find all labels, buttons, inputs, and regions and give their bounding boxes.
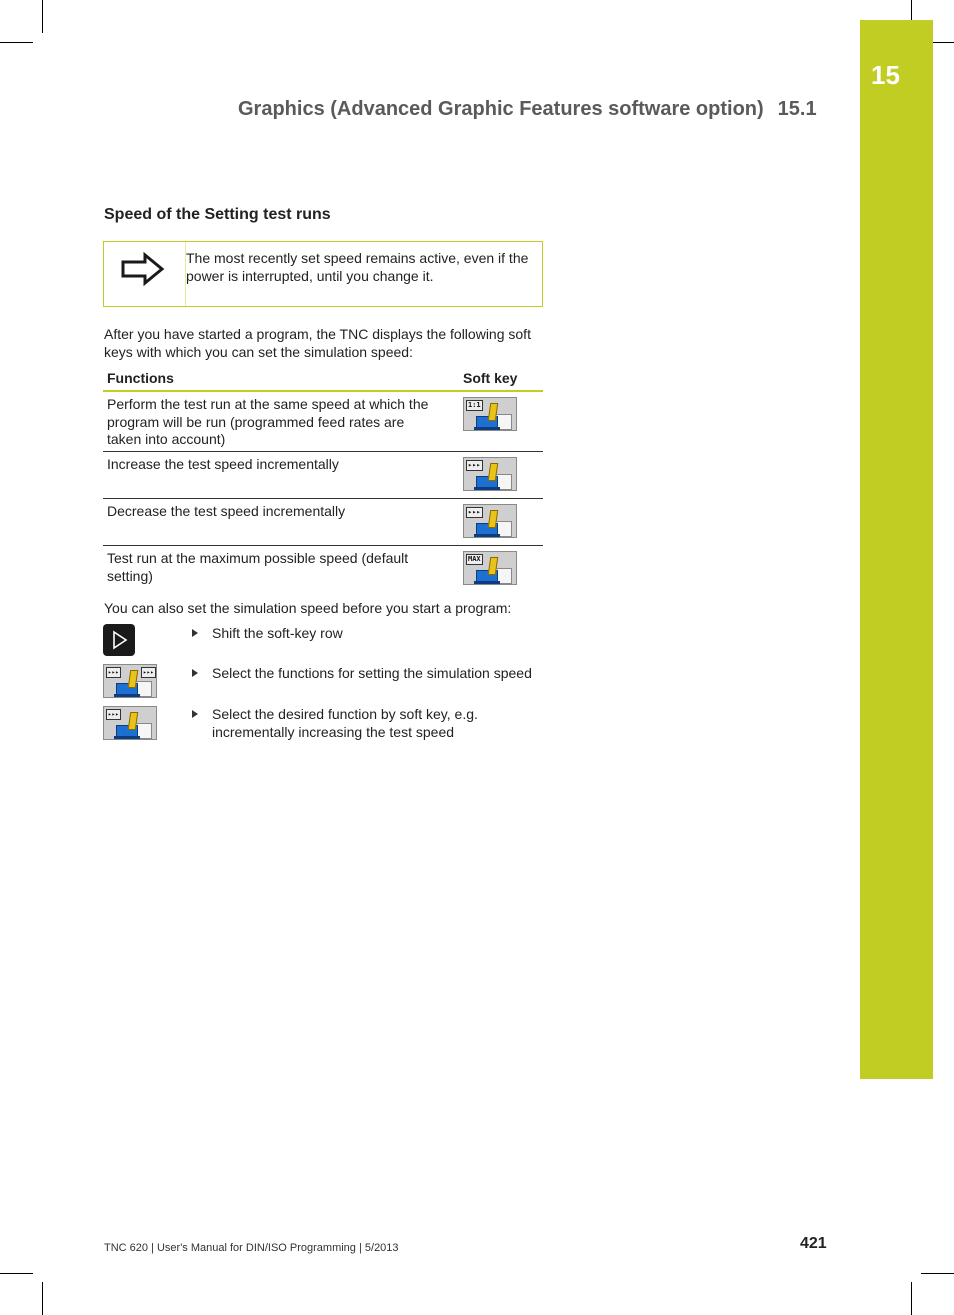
speed-1-1-icon[interactable] xyxy=(463,397,517,431)
row-function-text: Perform the test run at the same speed at which the program will be run (programmed feed rates are taken into account) xyxy=(107,396,429,447)
speed-functions-softkey-icon[interactable] xyxy=(103,664,157,698)
table-row xyxy=(103,392,543,452)
header-softkey: Soft key xyxy=(463,370,518,386)
page-number: 421 xyxy=(800,1235,827,1252)
chapter-tab xyxy=(860,20,933,1079)
step-item xyxy=(192,664,532,682)
note-text: The most recently set speed remains active, even if the power is interrupted, until you change it. xyxy=(186,250,529,284)
softkey-label: ▸▸▸ xyxy=(108,669,119,676)
crop-mark xyxy=(911,0,912,20)
softkey-label: 1:1 xyxy=(468,401,481,409)
softkey-label: ▸▸▸ xyxy=(108,711,119,718)
note-box xyxy=(103,241,543,307)
bullet-arrow-icon xyxy=(192,669,198,677)
step-softkey xyxy=(103,664,157,698)
monitor-base xyxy=(474,534,500,537)
row-function-text: Decrease the test speed incrementally xyxy=(107,503,346,519)
step-text: Select the functions for setting the simulation speed xyxy=(212,665,532,681)
speed-increase-icon[interactable] xyxy=(463,457,517,491)
crop-mark xyxy=(0,1273,33,1274)
row-function-text: Test run at the maximum possible speed (default setting) xyxy=(107,550,409,584)
softkey-label: ▸▸▸ xyxy=(468,461,481,469)
step-text: Shift the soft-key row xyxy=(212,625,343,641)
crop-mark xyxy=(42,0,43,33)
note-arrow-icon xyxy=(120,252,166,286)
running-header xyxy=(238,98,817,121)
section-title: Speed of the Setting test runs xyxy=(104,206,331,223)
header-functions: Functions xyxy=(107,370,174,386)
speed-max-icon[interactable] xyxy=(463,551,517,585)
step-text: Select the desired function by soft key, e.g. incrementally increasing the test speed xyxy=(212,706,478,740)
intro-paragraph: After you have started a program, the TNC displays the following soft keys with which you can set the simulation speed: xyxy=(104,326,531,360)
table-row xyxy=(103,452,543,499)
chapter-number: 15 xyxy=(871,60,900,90)
monitor-base xyxy=(114,736,140,739)
step-item xyxy=(192,705,532,741)
triangle-right-icon xyxy=(103,624,135,656)
table-row xyxy=(103,499,543,546)
header-section-number: 15.1 xyxy=(777,98,817,120)
next-row-key-icon[interactable] xyxy=(103,624,135,656)
monitor-base xyxy=(474,427,500,430)
softkey-label: MAX xyxy=(468,555,481,563)
header-title: Graphics (Advanced Graphic Features software option) xyxy=(238,98,764,120)
bullet-arrow-icon xyxy=(192,710,198,718)
table-row xyxy=(103,546,543,592)
step-softkey xyxy=(103,706,157,740)
speed-increase-softkey-icon[interactable] xyxy=(103,706,157,740)
step-item xyxy=(192,624,532,642)
monitor-base xyxy=(114,694,140,697)
softkey-table xyxy=(103,366,543,592)
speed-decrease-icon[interactable] xyxy=(463,504,517,538)
monitor-base xyxy=(474,581,500,584)
monitor-base xyxy=(474,487,500,490)
softkey-label: ▸▸▸ xyxy=(143,669,154,676)
softkey-label: ▸▸▸ xyxy=(468,508,481,516)
crop-mark xyxy=(42,1282,43,1315)
footer-text: TNC 620 | User's Manual for DIN/ISO Programming | 5/2013 xyxy=(104,1242,399,1254)
crop-mark xyxy=(921,1273,954,1274)
bullet-arrow-icon xyxy=(192,629,198,637)
table-header xyxy=(103,366,543,392)
crop-mark xyxy=(911,1282,912,1315)
crop-mark xyxy=(0,42,33,43)
before-start-paragraph: You can also set the simulation speed before you start a program: xyxy=(104,600,512,616)
row-function-text: Increase the test speed incrementally xyxy=(107,456,339,472)
